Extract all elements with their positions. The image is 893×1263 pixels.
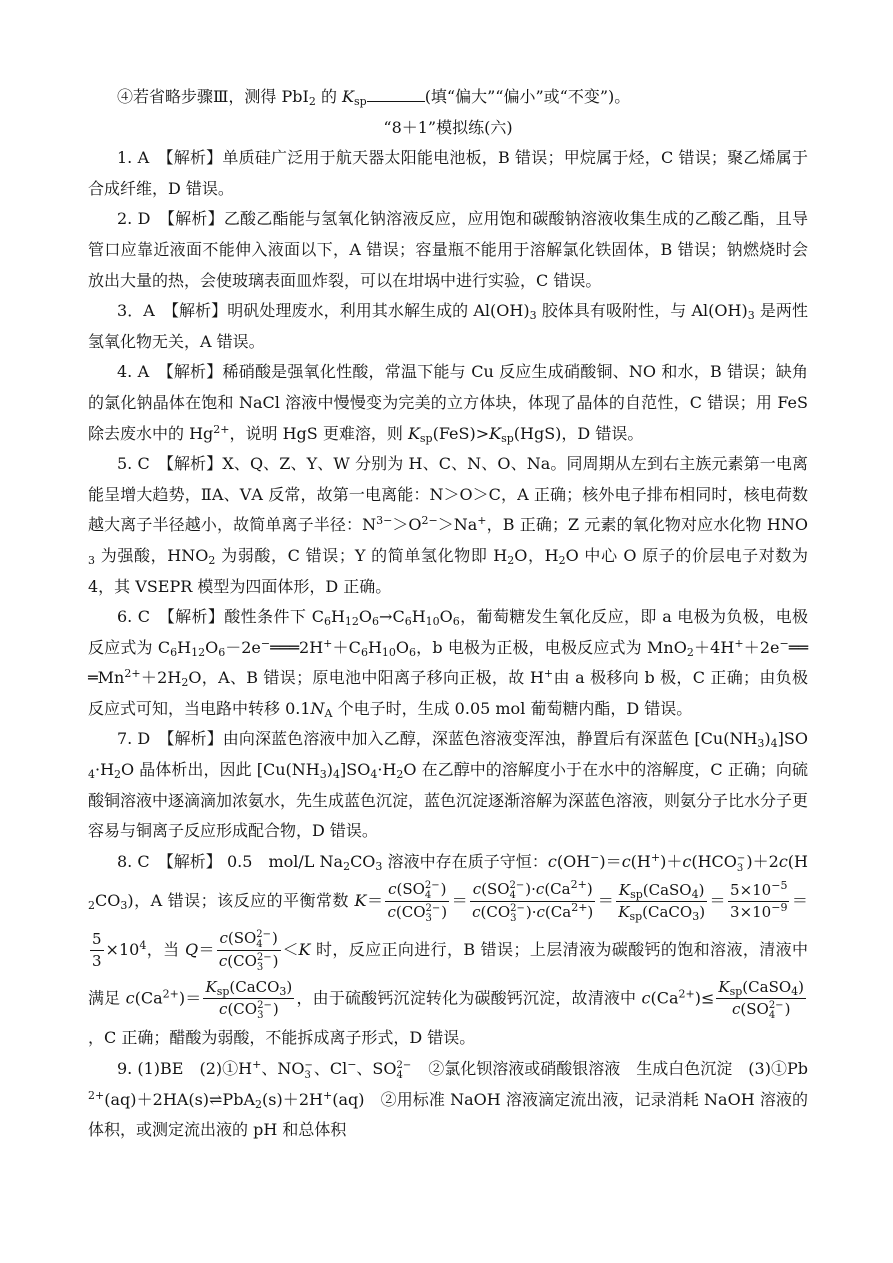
ion-sub-sup	[257, 1001, 272, 1021]
subscript: 2	[208, 553, 216, 567]
ion-sub-sup	[257, 953, 272, 973]
answer-item-7	[88, 724, 808, 846]
text-run: 5	[92, 930, 102, 949]
text-run: ④若省略步骤Ⅲ，测得 PbI	[117, 87, 309, 106]
italic-symbol: c	[778, 851, 788, 871]
text-run: (CaSO	[642, 881, 692, 900]
italic-symbol: c	[731, 1000, 741, 1019]
text-run: 为强酸，HNO	[95, 545, 209, 565]
ion-charge: 2−	[510, 903, 525, 915]
text-run: 5. C 【解析】X、Q、Z、Y、W 分别为 H、C、N、O、Na。同周期从左到右主族元素第一电离能呈增大趋势，ⅡA、ⅤA 反常，故第一电离能：N＞O＞C，A 正确；核外电子排布相同时，核电荷数越大离子半径越小，故简单离子半径：N	[88, 454, 808, 535]
fraction-denominator	[716, 998, 806, 1021]
text-run: (CO	[227, 1000, 258, 1019]
fraction	[728, 880, 789, 923]
superscript: +	[650, 850, 661, 864]
italic-symbol: K	[354, 891, 367, 911]
ion-charge: 2−	[509, 880, 525, 892]
text-run: )≤	[694, 988, 715, 1008]
text-run: ，当	[146, 940, 185, 960]
superscript: 2+	[571, 901, 588, 915]
subscript: sp	[419, 431, 433, 445]
subscript: 6	[452, 615, 460, 629]
text-run: (Ca	[544, 903, 572, 922]
superscript: −	[260, 636, 271, 650]
subscript: 3	[375, 859, 383, 873]
subscript: 10	[381, 645, 396, 659]
text-run: (填“偏大”“偏小”或“不变”)。	[424, 87, 631, 106]
text-run: 溶液中存在质子守恒：	[382, 851, 548, 871]
text-run: ═══2H	[270, 637, 324, 657]
subscript: 6	[218, 645, 226, 659]
subscript: sp	[216, 985, 230, 999]
text-run: 2. D 【解析】乙酸乙酯能与氢氧化钠溶液反应，应用饱和碳酸钠溶液收集生成的乙酸乙酯，且导管口应靠近液面不能伸入液面以下，A 错误；容量瓶不能用于溶解氯化铁固体，B 错误；钠燃烧时会放出大量的热，会使玻璃表面皿炸裂，可以在坩埚中进行实验，C 错误。	[88, 209, 808, 290]
italic-symbol: c	[219, 929, 228, 948]
text-run: )	[784, 1000, 791, 1019]
ion-charge: 2−	[256, 929, 272, 941]
fraction-denominator	[470, 901, 595, 924]
fraction-denominator	[203, 998, 294, 1021]
text-run: CO	[350, 851, 376, 871]
subscript: 2	[181, 676, 189, 690]
text-run: ＋C	[332, 637, 361, 657]
subscript: sp	[629, 910, 643, 924]
subscript: 4	[332, 768, 340, 782]
subscript: sp	[630, 888, 643, 902]
subscript: 3	[319, 768, 327, 782]
superscript: 2+	[88, 1088, 105, 1102]
superscript: 3−	[376, 514, 393, 528]
ion-count: 4	[256, 939, 263, 951]
text-run: )＋	[660, 851, 683, 871]
fraction-numerator	[203, 977, 294, 998]
text-run: ＝	[366, 891, 384, 911]
text-run: ②氯化钡溶液或硝酸银溶液 生成白色沉淀 (3)①Pb	[412, 1059, 808, 1079]
italic-symbol: c	[472, 880, 482, 899]
text-run: ＝	[451, 891, 469, 911]
text-run: )	[698, 881, 705, 900]
text-run: )＝	[599, 851, 622, 871]
superscript: +	[323, 1088, 333, 1102]
subscript: 4	[791, 985, 799, 999]
superscript: 2+	[570, 878, 587, 892]
subscript: 3	[120, 899, 128, 913]
text-run: (aq)＋2HA(s)⇌PbA	[104, 1089, 255, 1109]
superscript: 2+	[124, 667, 141, 681]
ion-count: 3	[304, 1070, 311, 1082]
text-run: (s)＋2H	[262, 1089, 323, 1109]
text-run: ，B 正确；Z 元素的氧化物对应水化物 HNO	[486, 515, 808, 535]
answer-item-1	[88, 143, 808, 204]
text-run: O，A、B 错误；原电池中阳离子移向正极，故 H	[188, 668, 544, 688]
italic-symbol: c	[125, 988, 135, 1008]
subscript: 2	[396, 768, 404, 782]
superscript: −9	[771, 901, 788, 915]
text-run: (CaSO	[742, 978, 792, 997]
text-run: 、Cl	[313, 1059, 348, 1079]
ion-count: 3	[256, 962, 264, 974]
text-run: ＝	[198, 940, 215, 960]
text-run: 的	[315, 87, 343, 106]
text-run: 时，反应正向进行，B 错误；上层清液为碳酸钙的饱和溶液，清液中满足	[88, 940, 808, 1008]
text-run: 3×10	[730, 903, 772, 922]
fraction-numerator	[385, 879, 449, 901]
ion-sub-sup	[304, 1061, 312, 1081]
subscript: 2	[507, 553, 515, 567]
ion-sub-sup	[256, 930, 271, 950]
ion-sub-sup	[510, 904, 525, 924]
text-run: －2e	[225, 637, 261, 657]
text-run: H	[367, 637, 382, 657]
text-run: (SO	[396, 880, 425, 899]
italic-symbol: c	[536, 903, 545, 922]
fraction-denominator	[616, 901, 707, 923]
superscript: −	[590, 850, 600, 864]
text-run: ]SO	[339, 760, 371, 780]
text-run: )	[441, 903, 448, 922]
text-run: )	[440, 880, 447, 899]
superscript: −	[779, 636, 789, 650]
fraction-numerator	[728, 880, 789, 901]
subscript: 3	[279, 985, 287, 999]
text-run: )	[272, 1000, 279, 1019]
subscript: 6	[360, 645, 368, 659]
text-run: (Ca	[134, 988, 163, 1008]
subscript: 6	[323, 615, 331, 629]
text-run: O	[205, 637, 219, 657]
text-run: (CaCO	[229, 978, 280, 997]
italic-symbol: K	[718, 978, 730, 997]
text-run: H	[330, 607, 345, 627]
superscript: +	[252, 1058, 262, 1072]
text-run: ＞Na	[437, 515, 478, 535]
text-run: (H	[630, 851, 651, 871]
answer-item-5	[88, 449, 808, 602]
italic-symbol: K	[298, 940, 311, 960]
text-run: )	[272, 929, 278, 948]
text-run: (HCO	[691, 851, 737, 871]
answer-item-4	[88, 357, 808, 449]
text-run: 是两性氢氧化物无关，A 错误。	[88, 301, 808, 351]
text-run: ＜	[282, 940, 299, 960]
subscript: 6	[372, 615, 380, 629]
text-run: ＞O	[392, 515, 422, 535]
text-run: ，C 正确；醋酸为弱酸，不能拆成离子形式，D 错误。	[88, 1028, 476, 1048]
text-run: 3	[92, 952, 102, 971]
text-run: H	[411, 607, 426, 627]
text-run: (SO	[481, 880, 510, 899]
text-run: )·	[525, 880, 536, 899]
text-run: (HgS)，D 错误。	[513, 423, 644, 443]
text-run: 9. (1)BE (2)①H	[117, 1059, 253, 1079]
ion-count: 3	[736, 862, 744, 874]
subscript: sp	[354, 95, 367, 108]
text-run: →C	[379, 607, 405, 627]
text-run: O	[395, 637, 410, 657]
subscript: 4	[770, 737, 778, 751]
ion-sub-sup	[397, 1061, 412, 1081]
text-run: O，H	[514, 545, 559, 565]
text-run: 6. C 【解析】酸性条件下 C	[117, 607, 324, 627]
ion-sub-sup	[426, 904, 441, 924]
text-run: ，由于硫酸钙沉淀转化为碳酸钙沉淀，故清液中	[296, 988, 642, 1008]
text-run: (OH	[556, 851, 591, 871]
italic-symbol: K	[205, 978, 217, 997]
superscript: +	[543, 667, 554, 681]
text-run: ═══Mn	[88, 637, 808, 688]
fraction-numerator	[217, 928, 281, 950]
ion-charge: 2−	[768, 1000, 784, 1012]
text-run: (CaCO	[642, 903, 693, 922]
ion-count: 4	[509, 890, 516, 902]
italic-symbol: K	[618, 881, 631, 900]
fraction	[90, 929, 104, 972]
text-run: 3．A 【解析】明矾处理废水，利用其水解生成的 Al(OH)	[117, 301, 530, 321]
text-run: ＝	[709, 891, 727, 911]
text-run: ＋2H	[140, 668, 182, 688]
text-run: (Ca	[650, 988, 679, 1008]
answer-item-2	[88, 204, 808, 296]
italic-symbol: K	[618, 903, 630, 922]
text-run: 个电子时，生成 0.05 mol 葡萄糖内酯，D 错误。	[332, 698, 693, 718]
italic-symbol: c	[387, 903, 396, 922]
fraction	[470, 879, 595, 924]
subscript: 3	[88, 553, 95, 567]
ion-sub-sup	[510, 881, 525, 901]
text-run: 为弱酸，C 错误；Y 的简单氢化物即 H	[215, 545, 508, 565]
ion-count: 3	[257, 1010, 264, 1022]
text-run: (CO	[227, 952, 257, 971]
section-title: “8＋1”模拟练(六)	[383, 117, 513, 137]
fraction-numerator	[716, 977, 806, 998]
text-run: ]SO	[777, 729, 808, 749]
superscript: −5	[771, 879, 788, 893]
text-run: ＝	[791, 891, 808, 911]
question-step-note	[88, 82, 808, 113]
italic-symbol: c	[218, 952, 228, 971]
fraction	[385, 879, 449, 924]
subscript: A	[324, 706, 333, 720]
text-run: 、SO	[356, 1059, 397, 1079]
text-run: CO	[95, 891, 121, 911]
text-run: O 中心 O 原子的价层电子对数为 4，其 VSEPR 模型为四面体形，D 正确。	[88, 545, 808, 596]
ion-count: 3	[510, 913, 517, 925]
text-run: 由 a 极移向 b 极，C 正确；由负极反应式可知，当电路中转移 0.1	[88, 668, 808, 718]
italic-symbol: K	[489, 423, 502, 443]
ion-sub-sup	[425, 881, 440, 901]
superscript: +	[323, 636, 333, 650]
ion-sub-sup	[737, 854, 745, 874]
text-run: ，说明 HgS 更难溶，则	[229, 423, 408, 443]
fraction	[203, 977, 294, 1021]
text-run: (SO	[740, 1000, 769, 1019]
text-run: )	[286, 978, 293, 997]
subscript: 4	[691, 888, 699, 902]
italic-symbol: c	[219, 1000, 228, 1019]
subscript: 6	[409, 645, 417, 659]
text-run: (SO	[227, 929, 257, 948]
text-run: )	[272, 952, 279, 971]
text-run: )	[587, 903, 594, 922]
text-run: )	[764, 729, 771, 749]
text-run: ＝	[597, 891, 615, 911]
italic-symbol: Q	[184, 940, 199, 960]
italic-symbol: N	[310, 698, 325, 718]
text-run: O 在乙醇中的溶解度小于在水中的溶解度，C 正确；向硫酸铜溶液中逐滴滴加浓氨水，先生成蓝色沉淀，蓝色沉淀逐渐溶解为深蓝色溶液，则氨分子比水分子更容易与铜离子反应形成配合物，D 错误。	[88, 760, 809, 841]
superscript: −	[347, 1058, 357, 1072]
fraction-denominator	[385, 901, 449, 924]
text-run: ，b 电极为正极，电极反应式为 MnO	[416, 637, 687, 657]
fraction-denominator	[728, 901, 789, 923]
text-run: )·	[525, 903, 537, 922]
ion-charge: 2−	[256, 952, 272, 964]
text-run: O 晶体析出，因此 [Cu(NH	[121, 760, 320, 780]
text-run: 胶体具有吸附性，与 Al(OH)	[536, 301, 748, 321]
italic-symbol: K	[407, 423, 420, 443]
subscript: 2	[308, 95, 316, 108]
italic-symbol: K	[342, 87, 354, 106]
subscript: 3	[747, 309, 755, 323]
text-run: )＝	[178, 988, 202, 1008]
text-run: 4. A 【解析】稀硝酸是强氧化性酸，常温下能与 Cu 反应生成硝酸铜、NO 和水，B 错误；缺角的氯化钠晶体在饱和 NaCl 溶液中慢慢变为完美的立方体块，体现了晶体的自范性，C 错误；用 FeS 除去废水中的 Hg	[88, 362, 808, 443]
ion-charge: 2−	[396, 1060, 412, 1072]
text-run: O	[439, 607, 453, 627]
ion-sub-sup	[769, 1001, 784, 1021]
superscript: 2+	[213, 422, 230, 436]
superscript: 2+	[678, 987, 695, 1001]
ion-charge: 2−	[257, 1000, 272, 1012]
superscript: 2−	[421, 514, 438, 528]
subscript: 6	[404, 615, 412, 629]
fraction-numerator	[470, 879, 595, 901]
fraction-numerator	[616, 880, 707, 901]
subscript: 6	[170, 645, 178, 659]
text-run: ＋4H	[693, 637, 735, 657]
text-run: ·H	[95, 760, 115, 780]
ion-charge: −	[304, 1060, 313, 1072]
text-run: ＋2e	[743, 637, 780, 657]
fraction	[217, 928, 281, 973]
superscript: 2+	[162, 987, 179, 1001]
text-run: )	[798, 978, 805, 997]
subscript: sp	[501, 431, 514, 445]
italic-symbol: c	[621, 851, 631, 871]
subscript: 2	[558, 553, 566, 567]
ion-count: 4	[396, 1070, 403, 1082]
superscript: +	[477, 514, 487, 528]
subscript: 2	[114, 768, 122, 782]
text-run: ，葡萄糖发生氧化反应，即 a 电极为负极，电极反应式为 C	[88, 607, 808, 657]
ion-charge: 2−	[424, 880, 440, 892]
fraction-denominator	[90, 950, 104, 972]
subscript: 12	[191, 645, 206, 659]
text-run: (aq) ②用标准 NaOH 溶液滴定流出液，记录消耗 NaOH 溶液的体积，或测定流出液的 pH 和总体积	[88, 1089, 808, 1140]
italic-symbol: c	[547, 851, 557, 871]
subscript: 3	[529, 309, 537, 323]
text-run: (CO	[395, 903, 426, 922]
text-run: (CO	[480, 903, 511, 922]
fill-in-blank	[367, 87, 425, 102]
superscript: 4	[139, 939, 147, 953]
text-run: (H	[787, 851, 808, 871]
ion-count: 3	[425, 913, 432, 925]
ion-charge: 2−	[425, 903, 441, 915]
text-run: O	[358, 607, 373, 627]
fraction-numerator	[90, 929, 104, 950]
text-run: )	[586, 880, 593, 899]
text-run: 、NO	[261, 1059, 305, 1079]
text-run: )	[326, 760, 333, 780]
ion-count: 4	[768, 1010, 776, 1022]
italic-symbol: c	[682, 851, 692, 871]
answer-item-3	[88, 296, 808, 357]
fraction	[716, 977, 806, 1021]
text-run: )＋2	[746, 851, 779, 871]
answer-item-8	[88, 847, 808, 1054]
answer-item-9	[88, 1054, 808, 1146]
subscript: 2	[343, 859, 351, 873]
fraction-denominator	[217, 950, 281, 973]
text-run: 1. A 【解析】单质硅广泛用于航天器太阳能电池板，B 错误；甲烷属于烃，C 错误；聚乙烯属于合成纤维，D 错误。	[88, 148, 808, 198]
subscript: 2	[88, 899, 95, 913]
text-run: H	[177, 637, 192, 657]
text-run: ×10	[105, 940, 140, 960]
subscript: 10	[425, 615, 440, 629]
answer-item-6	[88, 602, 808, 724]
ion-count: 4	[424, 890, 432, 902]
italic-symbol: c	[535, 880, 545, 899]
subscript: 2	[686, 645, 694, 659]
italic-symbol: c	[641, 988, 651, 1008]
fraction	[616, 880, 707, 923]
text-run: (Ca	[544, 880, 571, 899]
text-run: 5×10	[730, 881, 772, 900]
italic-symbol: c	[472, 903, 481, 922]
subscript: sp	[729, 985, 743, 999]
subscript: 3	[692, 910, 700, 924]
text-run: )	[699, 903, 706, 922]
text-run: ·H	[377, 760, 397, 780]
subscript: 4	[370, 768, 378, 782]
text-run: (FeS)>	[432, 423, 490, 443]
subscript: 12	[344, 615, 359, 629]
superscript: +	[734, 636, 744, 650]
subscript: 4	[88, 768, 95, 782]
text-run: 7. D 【解析】由向深蓝色溶液中加入乙醇，深蓝色溶液变浑浊，静置后有深蓝色 [Cu(NH	[117, 729, 758, 749]
ion-charge: −	[736, 852, 746, 864]
subscript: 3	[757, 737, 765, 751]
text-run: 8. C 【解析】 0.5 mol/L Na	[117, 851, 344, 871]
subscript: 2	[255, 1097, 262, 1111]
italic-symbol: c	[388, 880, 397, 899]
text-run: )，A 错误；该反应的平衡常数	[127, 891, 355, 911]
